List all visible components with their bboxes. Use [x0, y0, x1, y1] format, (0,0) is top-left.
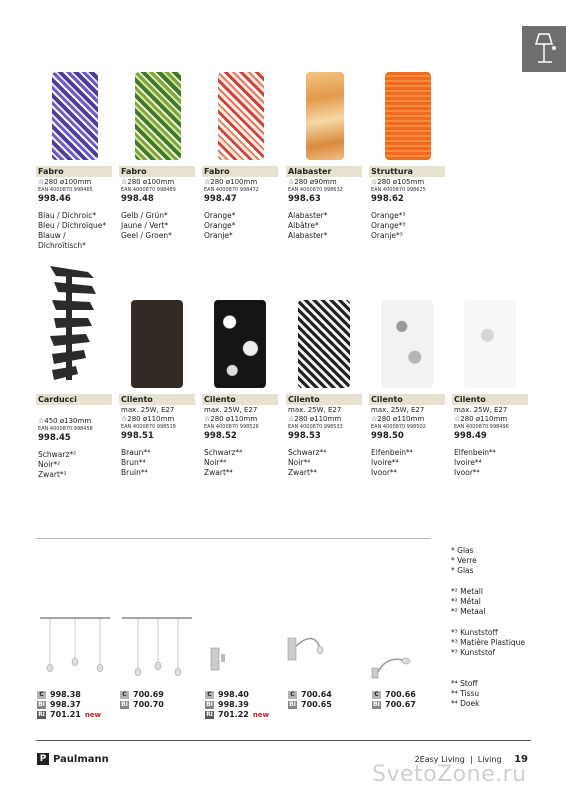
legend-plastic [451, 628, 525, 658]
product-name: Cilento [369, 394, 445, 405]
color-label: Noir*⁴ [288, 458, 311, 467]
color-label: Alabaster* [288, 211, 328, 220]
color-label: Oranje*³ [371, 231, 403, 240]
color-label: Schwarz*² [38, 450, 77, 459]
product-spec: max. 25W, E27 [288, 406, 342, 414]
product-spec: ☆280 ø100mm [38, 178, 92, 186]
color-label: Noir*⁴ [204, 458, 227, 467]
color-label: Ivoire*⁴ [371, 458, 399, 467]
product-code: 998.51 [121, 431, 154, 441]
legend-glass [451, 546, 477, 576]
shade-image [218, 72, 264, 160]
product-cilento-brown [119, 300, 195, 478]
wall-socket-fixture-image [205, 640, 245, 680]
product-spec: max. 25W, E27 [204, 406, 258, 414]
product-code: 700.66 [385, 690, 416, 699]
color-label: Zwart*⁴ [288, 468, 317, 477]
product-name: Struttura [369, 166, 445, 177]
color-label: Zwart*⁴ [204, 468, 233, 477]
page-number: 19 [514, 754, 528, 765]
color-label: Orange*³ [371, 221, 406, 230]
shade-image [306, 72, 344, 160]
color-label: Albâtre* [288, 221, 319, 230]
brand-logo [37, 753, 109, 765]
legend-line: * Verre [451, 556, 477, 565]
color-label: Orange* [204, 221, 236, 230]
product-code: 700.69 [133, 690, 164, 699]
new-badge: new [84, 711, 102, 719]
legend-line: *³ Kunststof [451, 648, 496, 657]
color-label: Schwarz*⁴ [288, 448, 327, 457]
product-code: 998.40 [218, 690, 249, 699]
product-cilento-black-floral [202, 300, 278, 478]
product-code: 998.37 [50, 700, 81, 709]
product-name: Fabro [36, 166, 112, 177]
finish-badge: C [372, 691, 381, 699]
brand-name: Paulmann [53, 753, 109, 765]
fixture-codes-2 [120, 690, 164, 710]
section-tab [522, 26, 566, 72]
spiral-shade-image [36, 262, 112, 388]
shade-image [131, 300, 183, 388]
product-code: 998.53 [288, 431, 321, 441]
new-badge: new [252, 711, 270, 719]
product-code: 998.46 [38, 194, 71, 204]
shade-image [385, 72, 431, 160]
product-name: Cilento [452, 394, 528, 405]
color-label: Bleu / Dichroïque* [38, 221, 107, 230]
color-label: Blauw / [38, 231, 66, 240]
legend-line: *⁴ Stoff [451, 679, 478, 688]
wall-flex-lamp-image [284, 628, 334, 680]
product-spec-size: ☆280 ø110mm [454, 415, 508, 423]
product-ean: EAN 4000870 998502 [371, 424, 426, 430]
product-code: 701.21 [50, 710, 81, 719]
color-label: Geel / Groen* [121, 231, 172, 240]
product-code: 700.70 [133, 700, 164, 709]
product-name: Cilento [119, 394, 195, 405]
finish-badge: C [205, 691, 214, 699]
product-code: 700.64 [301, 690, 332, 699]
product-spec: max. 25W, E27 [121, 406, 175, 414]
color-label: Gelb / Grün* [121, 211, 168, 220]
legend-line: *⁴ Doek [451, 699, 480, 708]
product-ean: EAN 4000870 998519 [121, 424, 176, 430]
color-label: Blau / Dichroic* [38, 211, 97, 220]
product-code: 998.48 [121, 194, 154, 204]
finish-badge: BI [206, 701, 213, 708]
watermark: SvetoZone.ru [372, 762, 527, 787]
product-struttura [369, 72, 445, 241]
fixture-codes-4 [288, 690, 332, 710]
product-code: 998.39 [218, 700, 249, 709]
color-label: Brun*⁴ [121, 458, 146, 467]
product-name: Alabaster [286, 166, 362, 177]
color-label: Zwart*² [38, 470, 67, 479]
product-ean: EAN 4000870 998465 [38, 187, 93, 193]
product-spec: max. 25W, E27 [371, 406, 425, 414]
legend-line: *⁴ Tissu [451, 689, 480, 698]
shade-image [52, 72, 98, 160]
shade-image [135, 72, 181, 160]
finish-badge: C [288, 691, 297, 699]
product-spec-size: ☆280 ø110mm [204, 415, 258, 423]
shade-image [381, 300, 433, 388]
product-alabaster [286, 72, 362, 241]
color-label: Oranje* [204, 231, 233, 240]
product-ean: EAN 4000870 998632 [288, 187, 343, 193]
product-spec: ☆280 ø100mm [121, 178, 175, 186]
legend-metal [451, 587, 485, 617]
finish-badge: BI [121, 701, 128, 708]
finish-badge: BI [289, 701, 296, 708]
color-label: Ivoor*⁴ [454, 468, 480, 477]
color-label: Braun*⁴ [121, 448, 151, 457]
pendant-3-fixture-image [36, 612, 114, 682]
product-code: 998.47 [204, 194, 237, 204]
product-code: 998.45 [38, 433, 71, 443]
product-fabro-green [119, 72, 195, 241]
fixture-codes-1 [37, 690, 101, 720]
product-name: Cilento [202, 394, 278, 405]
product-code: 998.62 [371, 194, 404, 204]
fixture-codes-5 [372, 690, 416, 710]
product-code: 700.67 [385, 700, 416, 709]
product-fabro-orange [202, 72, 278, 241]
legend-line: *³ Matière Plastique [451, 638, 526, 647]
section-divider [36, 538, 431, 539]
product-carducci [36, 262, 112, 480]
lamp-icon [530, 32, 558, 66]
flex-arm-lamp-image [368, 652, 418, 684]
product-spec: ☆280 ø105mm [371, 178, 425, 186]
product-ean: EAN 4000870 998526 [204, 424, 259, 430]
pendant-3-fixture-image-2 [118, 612, 196, 682]
color-label: Orange*³ [371, 211, 406, 220]
color-label: Elfenbein*⁴ [454, 448, 496, 457]
product-name: Carducci [36, 394, 112, 405]
product-ean: EAN 4000870 998625 [371, 187, 426, 193]
product-spec-size: ☆280 ø110mm [371, 415, 425, 423]
product-name: Cilento [286, 394, 362, 405]
legend-line: *² Metall [451, 587, 483, 596]
product-spec: ☆280 ø90mm [288, 178, 337, 186]
section-title: 2Easy Living | Living [414, 755, 502, 764]
shade-image [464, 300, 516, 388]
color-label: Schwarz*⁴ [204, 448, 243, 457]
finish-badge: RI [38, 711, 45, 718]
shade-image [298, 300, 350, 388]
product-spec-size: ☆280 ø110mm [121, 415, 175, 423]
product-code: 701.22 [218, 710, 249, 719]
finish-badge: RI [206, 711, 213, 718]
product-cilento-damask [286, 300, 362, 478]
product-ean: EAN 4000870 998496 [454, 424, 509, 430]
color-label: Ivoor*⁴ [371, 468, 397, 477]
legend-line: *³ Kunststoff [451, 628, 498, 637]
product-spec: ☆280 ø100mm [204, 178, 258, 186]
finish-badge: BI [373, 701, 380, 708]
product-code: 998.63 [288, 194, 321, 204]
product-code: 998.52 [204, 431, 237, 441]
legend-fabric [451, 679, 479, 709]
color-label: Bruin*⁴ [121, 468, 148, 477]
product-spec: ☆450 ø130mm [38, 417, 92, 425]
color-label: Dichroïtisch* [38, 241, 86, 250]
product-ean: EAN 4000870 998533 [288, 424, 343, 430]
color-label: Ivoire*⁴ [454, 458, 482, 467]
product-code: 998.49 [454, 431, 487, 441]
color-label: Alabaster* [288, 231, 328, 240]
product-ean: EAN 4000870 998489 [121, 187, 176, 193]
product-cilento-ivory [452, 300, 528, 478]
product-fabro-blue [36, 72, 112, 251]
legend-line: *² Metaal [451, 607, 486, 616]
product-spec: max. 25W, E27 [454, 406, 508, 414]
legend-line: * Glas [451, 546, 474, 555]
product-name: Fabro [202, 166, 278, 177]
finish-badge: C [37, 691, 46, 699]
color-label: Jaune / Vert* [121, 221, 169, 230]
product-code: 998.38 [50, 690, 81, 699]
color-label: Orange* [204, 211, 236, 220]
product-code: 998.50 [371, 431, 404, 441]
brand-mark-icon: P [37, 753, 49, 765]
footer-divider [36, 740, 531, 741]
legend-line: * Glas [451, 566, 474, 575]
product-ean: EAN 4000870 998472 [204, 187, 259, 193]
product-name: Fabro [119, 166, 195, 177]
color-label: Elfenbein*⁴ [371, 448, 413, 457]
product-code: 700.65 [301, 700, 332, 709]
finish-badge: C [120, 691, 129, 699]
product-cilento-ivory-pattern [369, 300, 445, 478]
shade-image [214, 300, 266, 388]
finish-badge: BI [38, 701, 45, 708]
fixture-codes-3 [205, 690, 269, 720]
product-spec-size: ☆280 ø110mm [288, 415, 342, 423]
product-ean: EAN 4000870 998458 [38, 426, 93, 432]
color-label: Noir*² [38, 460, 61, 469]
legend-line: *² Métal [451, 597, 481, 606]
